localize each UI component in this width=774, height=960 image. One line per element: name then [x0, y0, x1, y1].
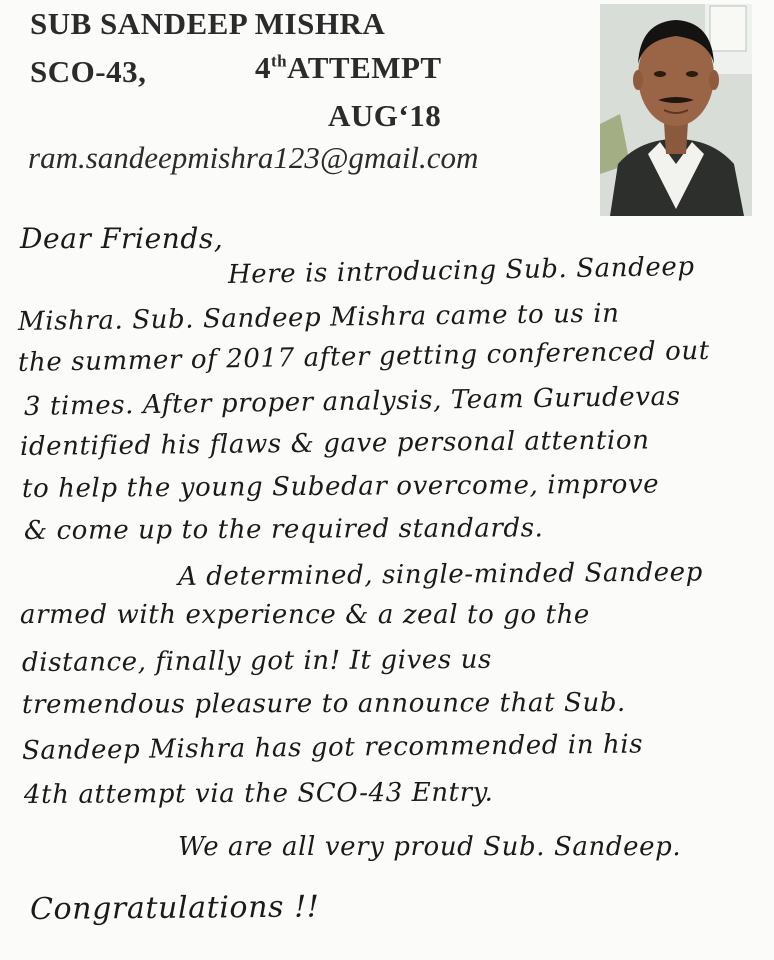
entry-label: SCO-43, — [30, 54, 147, 89]
letter-line-2: Mishra. Sub. Sandeep Mishra came to us in — [17, 298, 620, 337]
attempt-suffix: th — [271, 51, 288, 71]
letter-line-4: 3 times. After proper analysis, Team Gurudevas — [23, 381, 681, 422]
letter-signoff: Congratulations !! — [29, 889, 320, 927]
letter-line-8: A determined, single-minded Sandeep — [177, 557, 704, 592]
email-address: ram.sandeepmishra123@gmail.com — [28, 140, 479, 175]
letter-line-11: tremendous pleasure to announce that Sub. — [21, 687, 626, 720]
date-label: AUG‘18 — [328, 98, 442, 133]
letter-line-13: 4th attempt via the SCO-43 Entry. — [23, 777, 494, 810]
letter-line-1: Here is introducing Sub. Sandeep — [227, 251, 695, 290]
letter-line-7: & come up to the required standards. — [23, 513, 544, 546]
letter-line-12: Sandeep Mishra has got recommended in his — [21, 729, 644, 766]
letter-line-9: armed with experience & a zeal to go the — [20, 600, 590, 630]
letter-line-14: We are all very proud Sub. Sandeep. — [178, 832, 682, 862]
candidate-name: SUB SANDEEP MISHRA — [30, 6, 386, 41]
letter-line-6: to help the young Subedar overcome, improve — [21, 469, 660, 504]
attempt-word: ATTEMPT — [287, 50, 442, 85]
letter-line-5: identified his flaws & gave personal attention — [19, 425, 650, 462]
letter-greeting: Dear Friends, — [20, 222, 224, 255]
letter-line-3: the summer of 2017 after getting conferenced out — [17, 335, 711, 378]
attempt-number: 4 — [255, 50, 271, 85]
letter-line-10: distance, finally got in! It gives us — [21, 644, 493, 678]
